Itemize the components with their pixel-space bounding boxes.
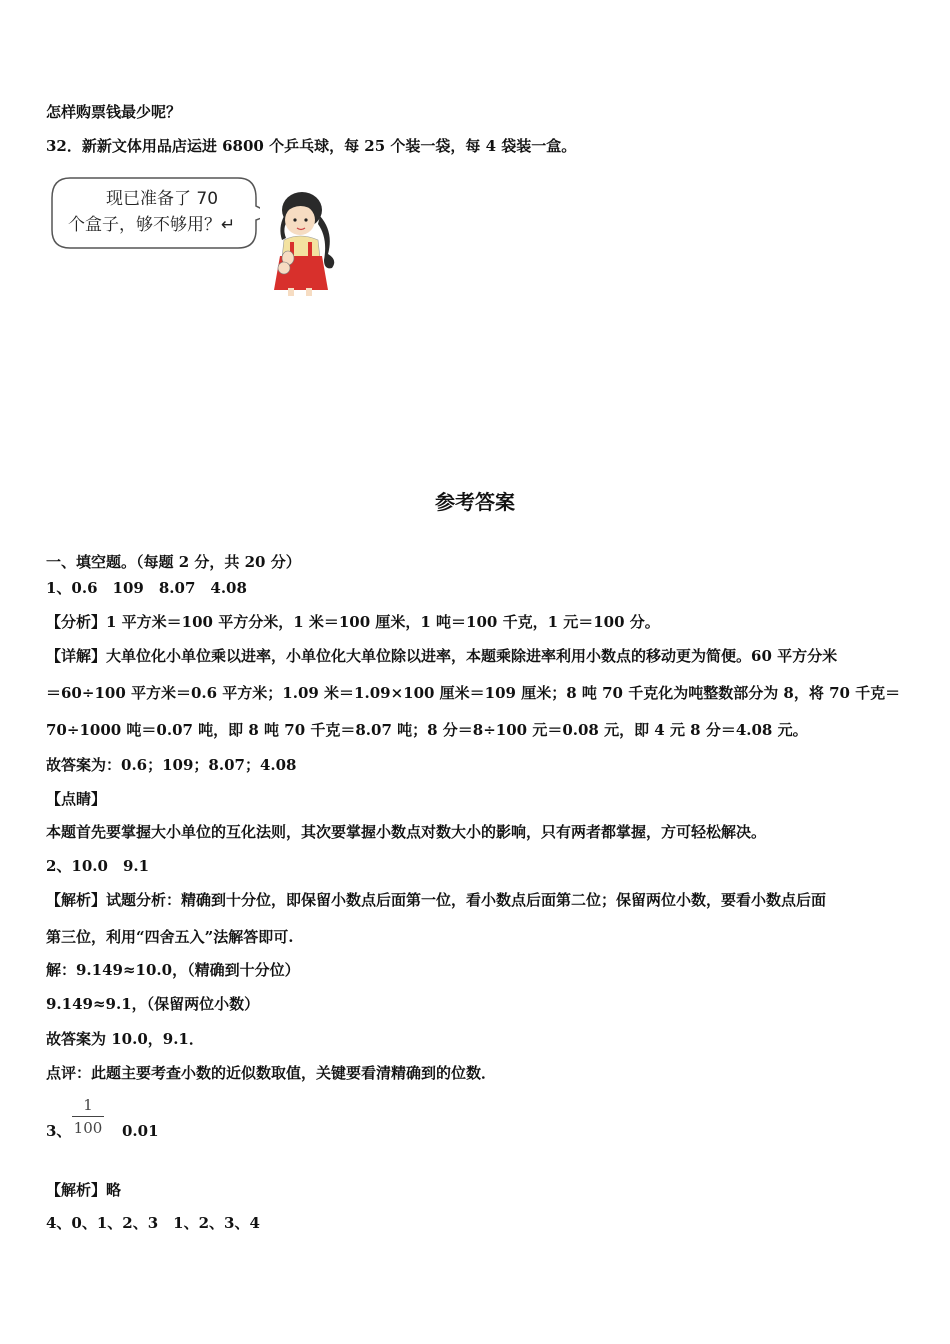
fraction-numerator: 1 bbox=[83, 1096, 93, 1114]
answer-4-line: 4、0、1、2、3 1、2、3、4 bbox=[46, 1214, 260, 1232]
answer-1-comment: 本题首先要掌握大小单位的互化法则，其次要掌握小数点对数大小的影响，只有两者都掌握，方可轻松解决。 bbox=[46, 823, 767, 841]
girl-illustration-icon bbox=[262, 188, 344, 298]
speech-bubble bbox=[50, 176, 260, 250]
answer-1-line: 1、0.6 109 8.07 4.08 bbox=[46, 579, 247, 597]
answer-3-analysis: 【解析】略 bbox=[46, 1181, 122, 1199]
bubble-line-2: 个盒子，够不够用？↵ bbox=[68, 215, 236, 235]
bubble-line-1: 现已准备了 70 bbox=[106, 189, 219, 209]
answer-1-detail-2: ＝60÷100 平方米＝0.6 平方米；1.09 米＝1.09×100 厘米＝109 厘米；8 吨 70 千克化为吨整数部分为 8，将 70 千克＝ bbox=[46, 684, 901, 702]
answer-2-review: 点评：此题主要考查小数的近似数取值，关键要看清精确到的位数． bbox=[46, 1064, 497, 1082]
answers-title: 参考答案 bbox=[435, 490, 515, 514]
fraction-denominator: 100 bbox=[73, 1119, 103, 1137]
answer-2-solution-2: 9.149≈9.1，（保留两位小数） bbox=[46, 995, 260, 1013]
answer-1-detail-3: 70÷1000 吨＝0.07 吨，即 8 吨 70 千克＝8.07 吨；8 分＝8÷100 元＝0.08 元，即 4 元 8 分＝4.08 元。 bbox=[46, 721, 808, 739]
question-32-text: 32．新新文体用品店运进 6800 个乒乓球，每 25 个装一袋，每 4 袋装一盒。 bbox=[46, 137, 577, 155]
answer-2-analysis-2: 第三位，利用“四舍五入”法解答即可. bbox=[46, 928, 294, 946]
answer-2-line: 2、10.0 9.1 bbox=[46, 857, 150, 875]
fraction-bar bbox=[72, 1116, 104, 1117]
answer-3-fraction bbox=[72, 1096, 104, 1137]
answer-3-prefix: 3、 bbox=[46, 1122, 72, 1140]
answer-1-comment-label: 【点睛】 bbox=[46, 790, 107, 808]
answer-2-conclusion: 故答案为 10.0，9.1． bbox=[46, 1030, 204, 1048]
answer-1-detail-1: 【详解】大单位化小单位乘以进率，小单位化大单位除以进率，本题乘除进率利用小数点的移动更为简便。60 平方分米 bbox=[46, 647, 838, 665]
question-31-tail: 怎样购票钱最少呢？ bbox=[46, 103, 182, 121]
answer-2-solution-1: 解：9.149≈10.0，（精确到十分位） bbox=[46, 961, 300, 979]
answer-1-conclusion: 故答案为：0.6；109；8.07；4.08 bbox=[46, 756, 297, 774]
section-heading: 一、填空题。（每题 2 分，共 20 分） bbox=[46, 553, 301, 571]
answer-2-analysis-1: 【解析】试题分析：精确到十分位，即保留小数点后面第一位，看小数点后面第二位；保留两位小数，要看小数点后面 bbox=[46, 891, 827, 909]
answer-3-value: 0.01 bbox=[122, 1122, 159, 1140]
answer-1-analysis: 【分析】1 平方米＝100 平方分米，1 米＝100 厘米，1 吨＝100 千克，1 元＝100 分。 bbox=[46, 613, 660, 631]
